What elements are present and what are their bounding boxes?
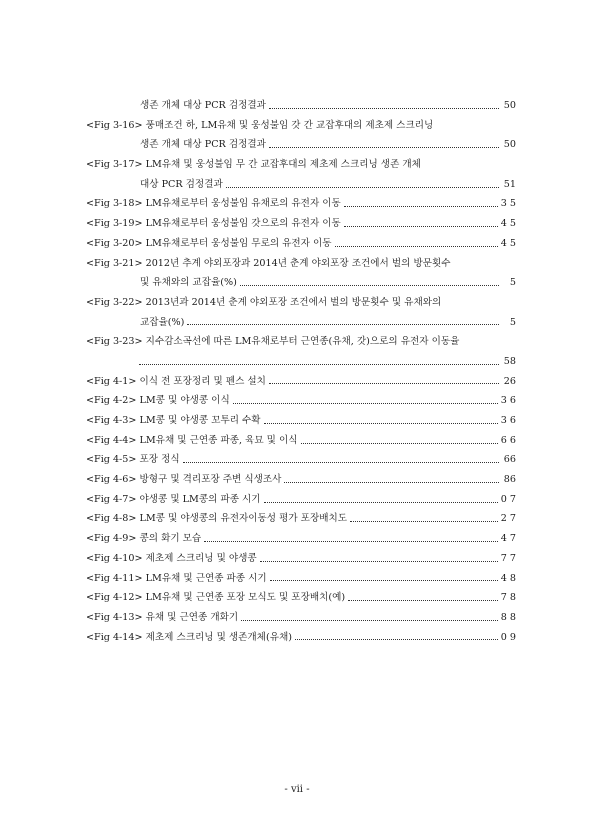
toc-entry-label: <Fig 4-14> 제초제 스크리닝 및 생존개체(유채) [86,631,292,643]
toc-entry-label: <Fig 3-17> LM유채 및 웅성불임 무 간 교잡후대의 제초제 스크리닝 생존 개체 [86,159,421,171]
toc-entry-label: <Fig 4-11> LM유채 및 근연종 파종 시기 [86,572,267,584]
toc-entry-label: <Fig 4-3> LM콩 및 야생콩 꼬투리 수확 [86,415,261,426]
toc-entry [86,254,516,274]
toc-entry-label: 생존 개체 대상 PCR 검정결과 [140,139,266,151]
toc-entry [86,411,516,431]
toc-entry-label: <Fig 4-13> 유채 및 근연종 개화기 [86,611,239,623]
toc-leader-dots [269,382,499,384]
toc-entry [86,293,516,313]
toc-entry [86,509,516,529]
toc-entry-page-number: 0 7 [500,493,516,505]
toc-entry [86,332,516,352]
toc-entry [86,234,516,254]
toc-entry [86,470,516,490]
toc-leader-dots [344,205,498,207]
toc-leader-dots [335,245,498,247]
toc-leader-dots [139,363,499,365]
toc-entry [86,569,516,589]
toc-leader-dots [295,638,498,640]
toc-entry-page-number: 51 [503,178,516,190]
toc-leader-dots [233,402,498,404]
table-of-contents [86,96,516,647]
toc-entry-page-number: 6 6 [500,434,516,446]
toc-leader-dots [241,619,498,621]
page-number-footer: - vii - [284,784,310,795]
toc-entry-label: <Fig 4-4> LM유채 및 근연종 파종, 육묘 및 이식 [86,434,298,446]
toc-leader-dots [344,225,498,227]
toc-leader-dots [264,422,498,424]
toc-entry-page-number: 3 6 [500,395,516,407]
toc-entry-page-number: 8 8 [500,611,516,623]
toc-leader-dots [204,540,498,542]
toc-entry [86,96,516,116]
toc-entry [86,175,516,195]
toc-entry [86,608,516,628]
toc-entry [86,431,516,451]
toc-entry-page-number: 66 [503,454,516,466]
toc-entry-label: 및 유채와의 교잡율(%) [140,277,237,289]
toc-entry-label: <Fig 4-10> 제초제 스크리닝 및 야생콩 [86,552,257,564]
toc-entry-label: <Fig 3-23> 지수감소곡선에 따른 LM유채로부터 근연종(유채, 갓)으로의 유전자 이동율 [86,336,460,348]
toc-entry-page-number: 5 [509,316,516,328]
toc-entry-label: <Fig 4-12> LM유채 및 근연종 포장 모식도 및 포장배치(예) [86,592,346,604]
toc-entry-page-number: 50 [503,139,516,151]
toc-entry-label: <Fig 4-1> 이식 전 포장정리 및 펜스 설치 [86,375,266,387]
toc-entry-label: <Fig 3-16> 풍매조건 하, LM유채 및 웅성불임 갓 간 교잡후대의 제초제 스크리닝 [86,119,434,131]
toc-entry [86,352,516,372]
toc-leader-dots [260,560,498,562]
toc-entry-page-number: 0 9 [500,631,516,643]
toc-leader-dots [270,579,498,581]
toc-entry-label: <Fig 3-22> 2013년과 2014년 춘계 야외포장 조건에서 벌의 방문횟수 및 유채와의 [86,296,442,308]
toc-entry-page-number: 2 7 [500,513,516,525]
toc-entry-label: <Fig 4-2> LM콩 및 야생콩 이식 [86,395,230,407]
toc-leader-dots [269,107,499,109]
toc-entry [86,214,516,234]
toc-entry-label: 교잡율(%) [140,316,185,328]
toc-entry-label: <Fig 3-21> 2012년 추계 야외포장과 2014년 춘계 야외포장 조건에서 벌의 방문횟수 [86,257,451,269]
toc-entry-page-number: 4 5 [500,237,516,249]
toc-leader-dots [284,481,499,483]
toc-entry-page-number: 26 [503,375,516,387]
toc-entry-page-number: 58 [503,355,516,367]
toc-entry-label: <Fig 3-18> LM유채로부터 웅성불임 유채로의 유전자 이동 [86,198,341,210]
toc-leader-dots [226,186,499,188]
toc-leader-dots [187,323,499,325]
toc-entry-page-number: 4 8 [500,572,516,584]
toc-entry [86,116,516,136]
toc-entry [86,549,516,569]
toc-entry [86,529,516,549]
toc-entry-label: <Fig 4-8> LM콩 및 야생콩의 유전자이동성 평가 포장배치도 [86,513,348,525]
toc-entry-page-number: 5 [509,277,516,289]
toc-entry-page-number: 7 8 [500,592,516,604]
toc-leader-dots [269,146,499,148]
toc-leader-dots [350,520,498,522]
toc-entry-label: <Fig 4-7> 야생콩 및 LM콩의 파종 시기 [86,493,261,505]
toc-entry [86,135,516,155]
toc-entry-label: <Fig 4-6> 방형구 및 격리포장 주변 식생조사 [86,474,282,486]
toc-entry-label: <Fig 4-9> 콩의 화기 모습 [86,533,202,545]
toc-entry-label: 대상 PCR 검정결과 [140,178,223,190]
toc-leader-dots [301,442,498,444]
toc-leader-dots [264,501,498,503]
toc-entry-label: 생존 개체 대상 PCR 검정결과 [140,100,266,111]
toc-entry [86,372,516,392]
toc-entry-page-number: 50 [503,100,516,111]
toc-entry-label: <Fig 3-20> LM유채로부터 웅성불임 무로의 유전자 이동 [86,237,332,249]
toc-entry [86,450,516,470]
toc-entry-page-number: 4 5 [500,218,516,230]
toc-entry-page-number: 7 7 [500,552,516,564]
toc-entry-label: <Fig 4-5> 포장 정식 [86,454,180,466]
toc-entry-page-number: 86 [503,474,516,486]
toc-leader-dots [240,284,499,286]
toc-leader-dots [348,599,498,601]
toc-entry [86,313,516,333]
toc-entry-page-number: 3 6 [500,415,516,426]
toc-entry [86,273,516,293]
toc-entry [86,628,516,648]
toc-entry [86,155,516,175]
toc-entry [86,588,516,608]
toc-entry-label: <Fig 3-19> LM유채로부터 웅성불임 갓으로의 유전자 이동 [86,218,341,230]
toc-entry [86,391,516,411]
toc-entry [86,194,516,214]
toc-entry [86,490,516,510]
toc-leader-dots [183,461,499,463]
toc-entry-page-number: 3 5 [500,198,516,210]
toc-entry-page-number: 4 7 [500,533,516,545]
